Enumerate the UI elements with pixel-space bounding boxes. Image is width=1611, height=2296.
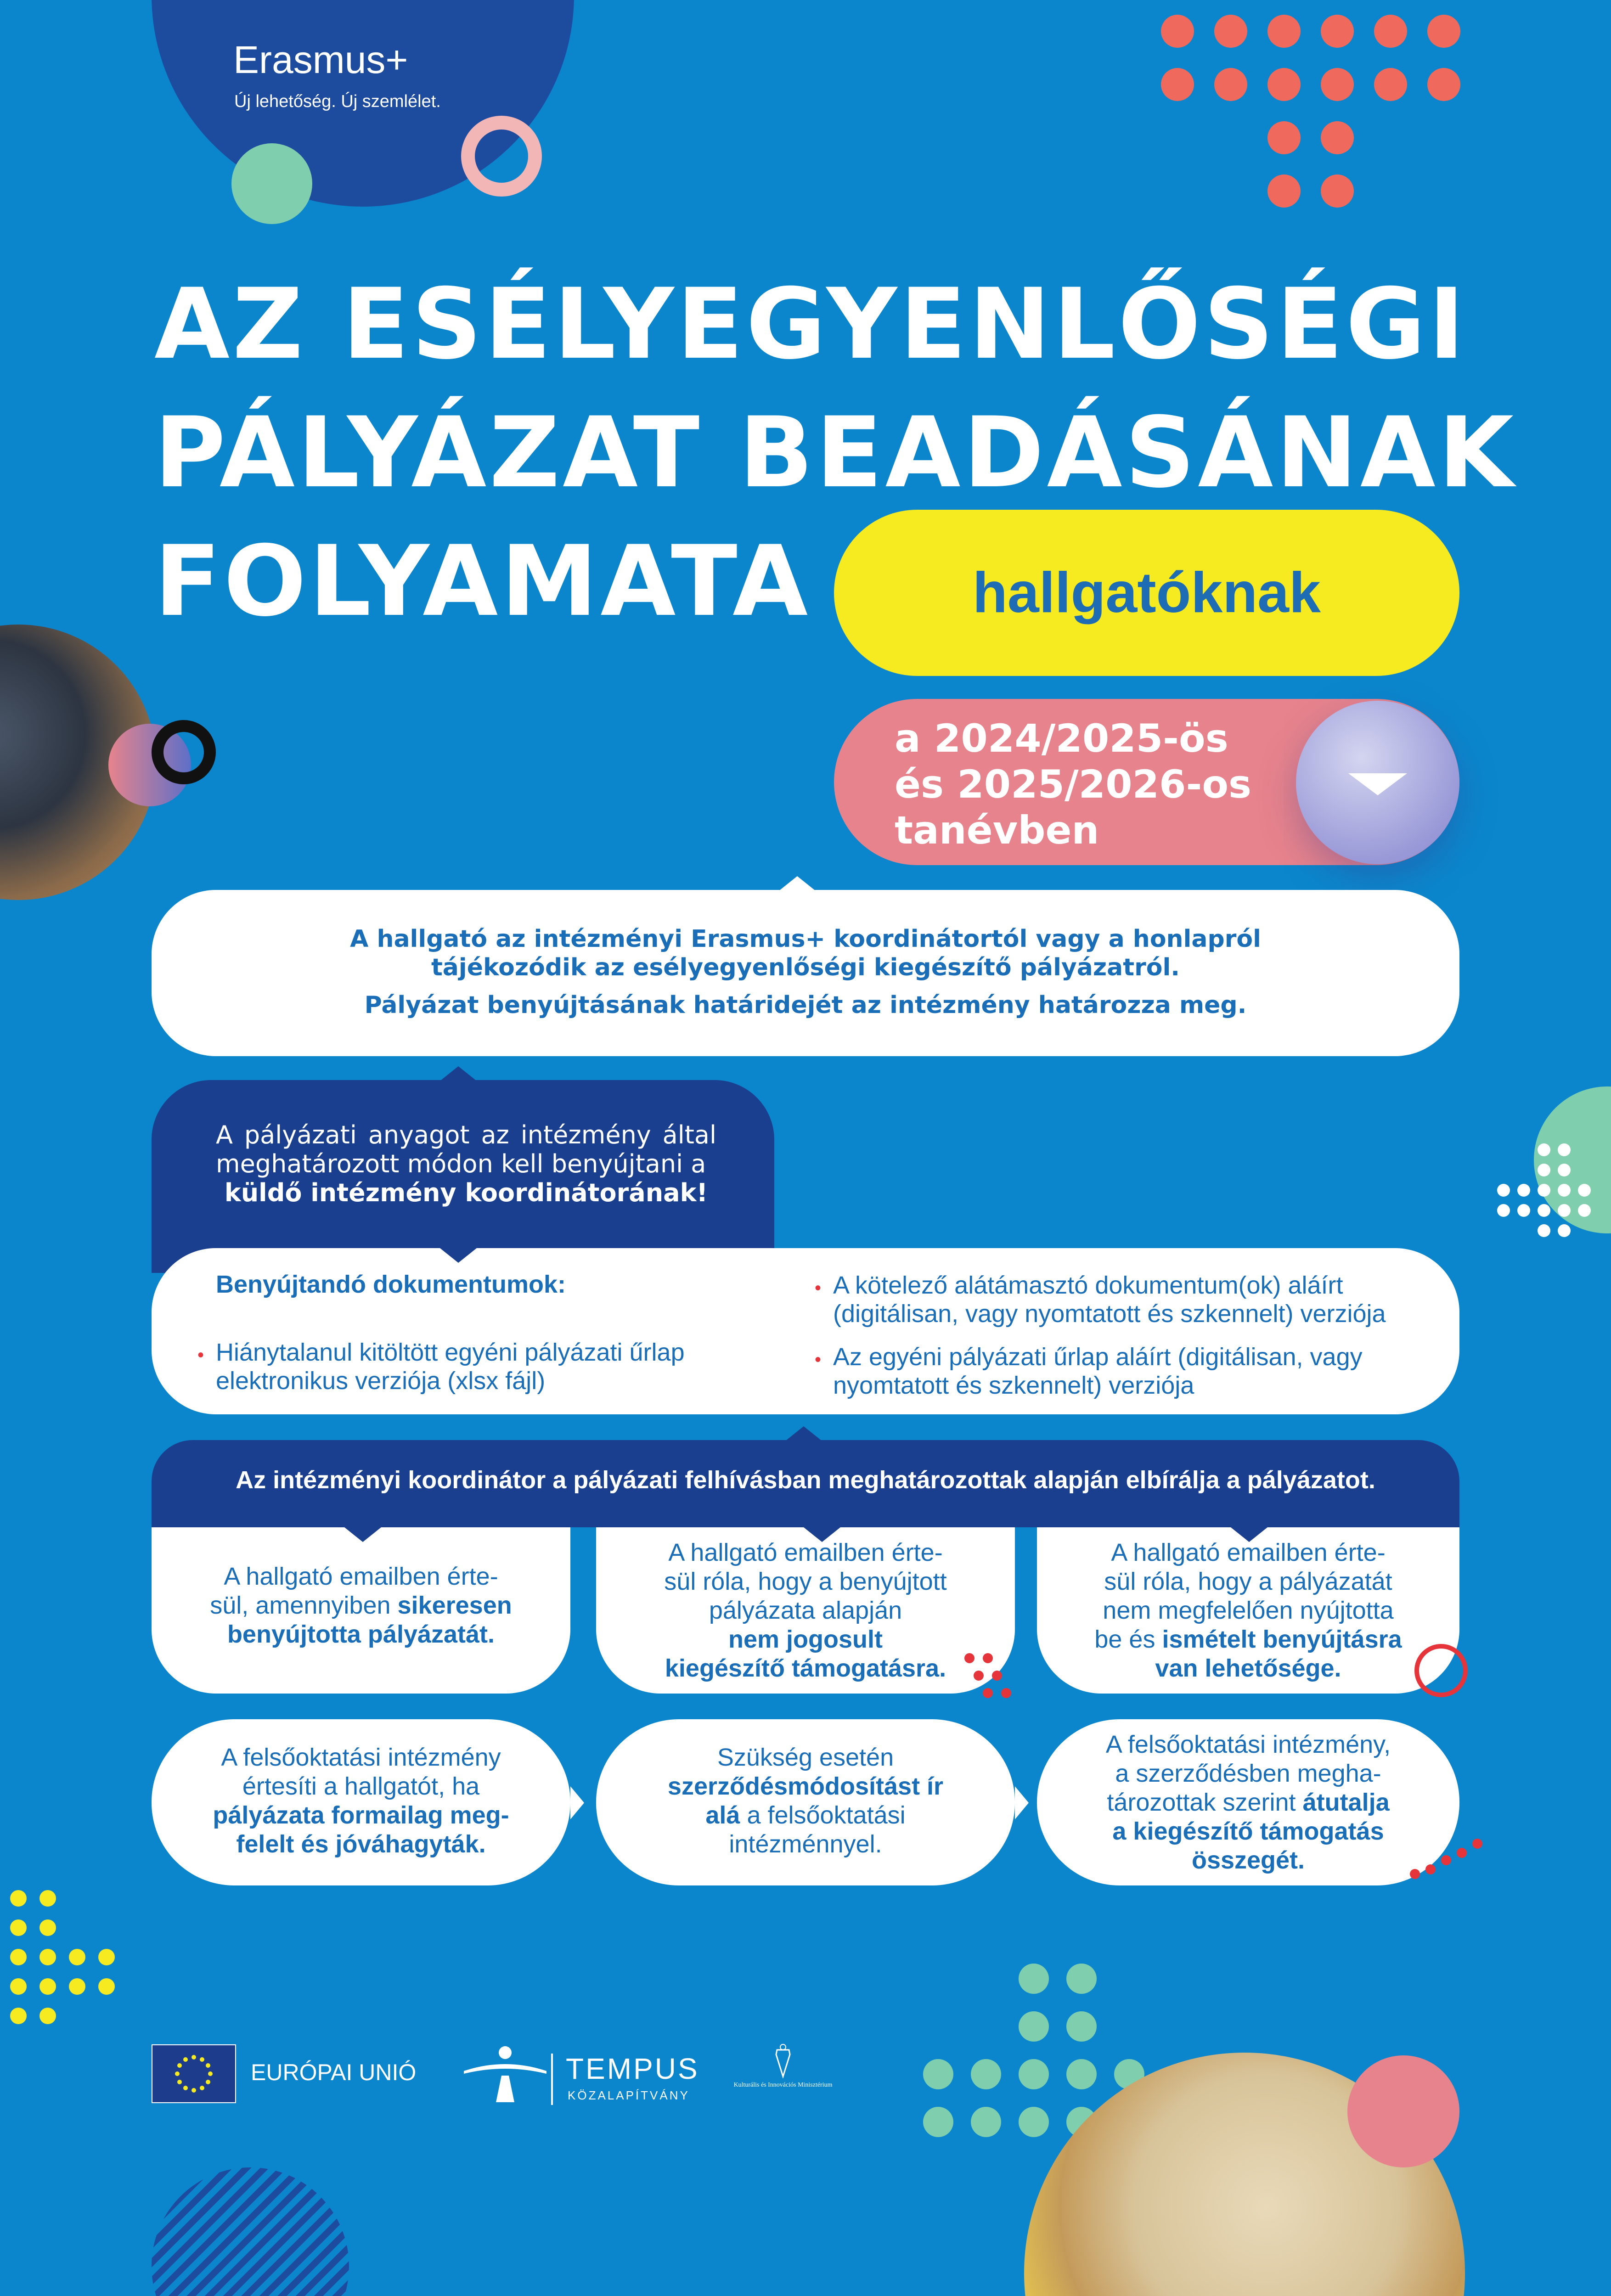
list-item: • A kötelező alátámasztó dokumentum(ok) aláírt (digitálisan, vagy nyomtatott és szkennelt) verziója [815,1272,1386,1328]
tempus-logo-icon [459,2043,551,2103]
list-item: • Az egyéni pályázati űrlap aláírt (digitálisan, vagy nyomtatott és szkennelt) verziója [815,1343,1363,1399]
eu-flag-icon [152,2044,236,2103]
outcome-card-resubmit: A hallgató emailben érte- sül róla, hogy a pályázatát nem megfelelően nyújtotta be és ismételt benyújtásra van lehetősége. [1037,1527,1459,1694]
notch [440,1248,477,1263]
step1-line-1: A hallgató az intézményi Erasmus+ koordinátortól vagy a honlapról [350,925,1261,953]
next-step-card-approved: A felsőoktatási intézmény értesíti a hallgatót, ha pályázata formailag meg- felelt és jóváhagyták. [152,1719,570,1885]
outcome-card-not-eligible: A hallgató emailben érte- sül róla, hogy a benyújtott pályázata alapján nem jogosult kiegészítő támogatásra. [596,1527,1015,1694]
pink-ring-deco [461,116,542,197]
years-line-2: és 2025/2026-os [895,762,1252,807]
pink-circle-deco [1347,2055,1459,2167]
audience-pill [834,510,1459,676]
notch [1015,1786,1029,1819]
years-line-1: a 2024/2025-ös [895,716,1228,761]
brand-name: Erasmus+ [233,38,408,81]
notch [804,1527,840,1542]
brand-tagline: Új lehetőség. Új szemlélet. [234,92,441,111]
notch [779,876,816,891]
red-ring-deco [1414,1644,1468,1697]
years-line-3: tanévben [895,808,1099,853]
title-line-3: FOLYAMATA [154,524,811,638]
evaluation-text: Az intézményi koordinátor a pályázati felhívásban meghatározottak alapján elbírálja a pályázatot. [236,1466,1375,1494]
notch [440,1066,477,1081]
salmon-dot-grid [1161,15,1460,101]
divider [551,2054,553,2105]
white-dot-grid [1497,1143,1591,1237]
yellow-dot-grid [10,1890,115,2024]
submission-box [152,1080,774,1273]
submission-recipient: küldő intézmény koordinátorának! [224,1178,708,1207]
step1-line-2: tájékozódik az esélyegyenlőségi kiegészítő pályázatról. [431,954,1180,981]
notch [570,1786,584,1819]
evaluation-banner [152,1440,1459,1527]
red-dot-cluster [964,1649,1015,1699]
eu-label: EURÓPAI UNIÓ [251,2060,417,2085]
mint-circle-deco [231,143,312,224]
documents-box [152,1248,1459,1414]
notch [344,1527,381,1542]
notch [785,1426,822,1441]
outcome-card-success: A hallgató emailben érte- sül, amennyiben sikeresen benyújtotta pályázatát. [152,1527,570,1694]
step1-line-3: Pályázat benyújtásának határidejét az intézmény határozza meg. [364,991,1247,1019]
documents-heading: Benyújtandó dokumentumok: [216,1271,566,1298]
striped-circle-deco [152,2167,349,2296]
coat-of-arms-icon [772,2043,794,2078]
step-info-box [152,890,1459,1056]
notch [1231,1527,1267,1542]
audience-label: hallgatóknak [973,561,1321,625]
red-dot-line [1410,1832,1493,1883]
salmon-dot-column [1267,121,1301,208]
next-step-card-transfer: A felsőoktatási intézmény, a szerződésben megha- tározottak szerint átutalja a kiegészítő támogatás összegét. [1037,1719,1459,1885]
title-line-2: PÁLYÁZAT BEADÁSÁNAK [154,396,1517,509]
tempus-name: TEMPUS [566,2052,699,2085]
salmon-dot-column-2 [1321,121,1354,208]
chevron-down-icon [1296,701,1459,864]
ministry-label: Kulturális és Innovációs Minisztérium [733,2082,833,2088]
title-line-1: AZ ESÉLYEGYENLŐSÉGI [154,267,1468,381]
submission-text: A pályázati anyagot az intézmény által meghatározott módon kell benyújtani a [216,1120,716,1178]
list-item: • Hiánytalanul kitöltött egyéni pályázati űrlap elektronikus verziója (xlsx fájl) [197,1339,685,1395]
tempus-subtitle: KÖZALAPÍTVÁNY [568,2088,690,2102]
next-step-card-contract: Szükség esetén szerződésmódosítást ír alá a felsőoktatási intézménnyel. [596,1719,1015,1885]
black-ring-deco [152,720,216,784]
